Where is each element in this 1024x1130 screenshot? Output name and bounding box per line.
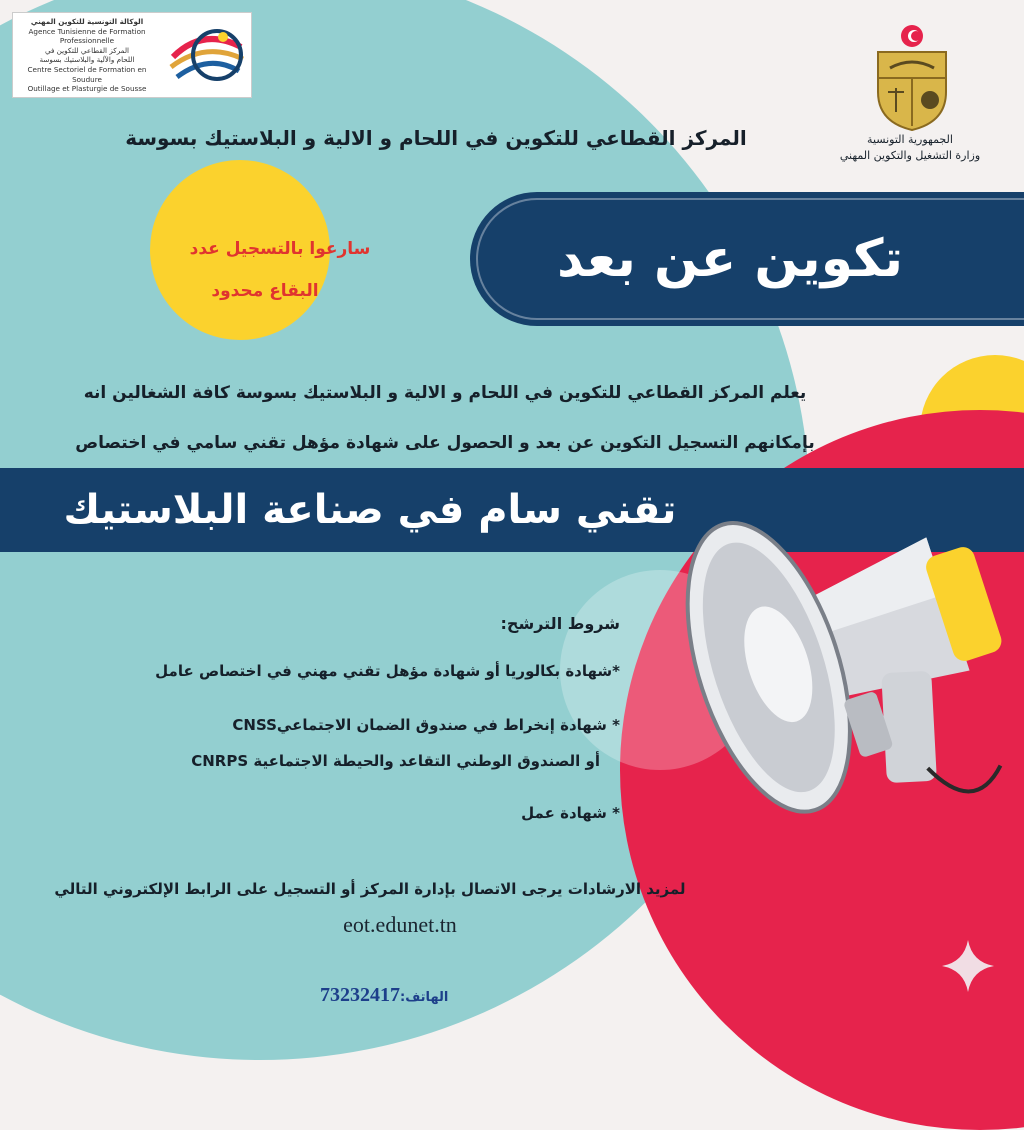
website-link[interactable]: eot.edunet.tn [343,912,457,937]
agency-logo-line: اللحام والآلية والبلاستيك بسوسة [39,55,135,65]
distance-learning-banner [470,192,1024,326]
agency-logo-line: الوكالة التونسية للتكوين المهني [30,17,144,26]
megaphone-icon [660,450,1020,870]
announcement-line-2: بإمكانهم التسجيل التكوين عن بعد و الحصول على شهادة مؤهل تقني سامي في اختصاص [75,433,815,453]
agency-logo-line: Agence Tunisienne de Formation [28,26,146,36]
announcement-line-1: يعلم المركز القطاعي للتكوين في اللحام و الالية و البلاستيك بسوسة كافة الشغالين انه [83,383,807,403]
ministry-text [820,132,1000,164]
center-title: المركز القطاعي للتكوين في اللحام و الالية و البلاستيك بسوسة [125,126,747,150]
urgent-line-2: البقاع محدود [211,281,319,301]
specialty-title: تقني سام في صناعة البلاستيك [63,487,677,533]
contact-info: لمزيد الارشادات يرجى الاتصال بإدارة المركز أو التسجيل على الرابط الإلكتروني التالي [54,880,686,898]
condition-item-3: * شهادة عمل [521,804,620,822]
distance-learning-title: تكوين عن بعد [556,229,904,289]
urgent-line-1: سارعوا بالتسجيل عدد [189,239,371,259]
sparkle-icon [940,938,996,994]
condition-item-2a: * شهادة إنخراط في صندوق الضمان الاجتماعيCNSS [232,716,620,734]
phone-number: 73232417 [320,984,400,1006]
phone-label: الهاتف: [400,990,449,1005]
urgent-circle-text [189,228,371,312]
condition-item-2b: أو الصندوق الوطني التقاعد والحيطة الاجتماعية CNRPS [191,752,600,770]
agency-logo-icon [163,17,247,93]
tunisia-coat-of-arms-icon [868,22,956,132]
condition-item-1: *شهادة بكالوريا أو شهادة مؤهل تقني مهني في اختصاص عامل [155,662,620,680]
agency-logo [12,12,252,98]
phone [320,984,520,1007]
ministry-line-ministry: وزارة التشغيل والتكوين المهني [839,149,981,162]
agency-logo-line: المركز القطاعي للتكوين في [44,45,130,55]
agency-logo-line: Professionnelle [59,36,115,46]
ministry-line-republic: الجمهورية التونسية [867,133,953,146]
agency-logo-line: Outillage et Plasturgie de Sousse [27,84,147,94]
agency-logo-line: Centre Sectoriel de Formation en Soudure [27,64,147,84]
conditions-title: شروط الترشح: [500,614,620,633]
